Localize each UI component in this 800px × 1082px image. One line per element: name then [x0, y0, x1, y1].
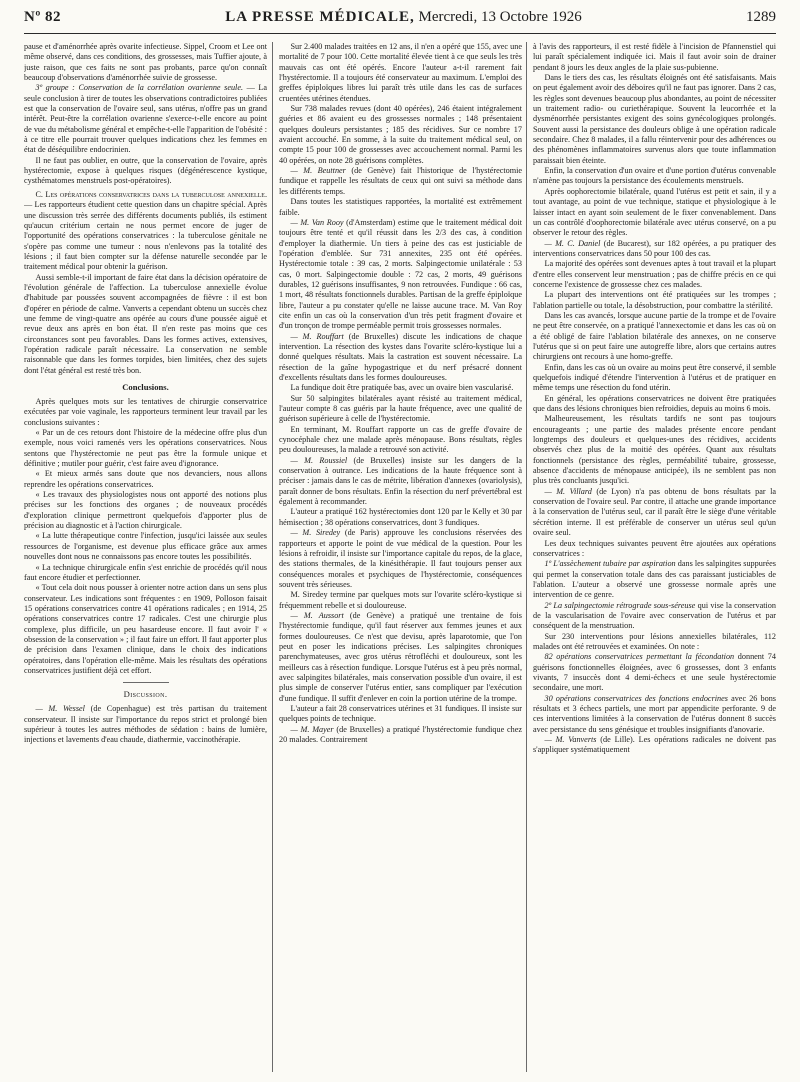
paragraph: « La lutte thérapeutique contre l'infection, jusqu'ici laissée aux seules ressources de l'organisme, est devenue plus efficace grâce aux armes nouvelles dont nous ne connaissons pas encore toutes les possibilités. — [24, 531, 267, 562]
paragraph-text: — La seule conclusion à tirer de toutes les observations contradictoires publiées est que la conservation de l'ovaire seul, sans utérus, n'offre pas un grand intérêt. Peut-être la corrélation ovarienne s'exerce-t-elle encore au point de vue du métabolisme général et empêche-t-elle l'apparition de l'obésité : à ce titre elle pourrait trouver quelques indications chez les femmes en état de déséquilibre endocrinien. — [24, 83, 267, 155]
technique-lead: 1º L'assèchement tubaire par aspiration — [544, 559, 676, 569]
paragraph — [533, 735, 776, 756]
paragraph: Sur 50 salpingites bilatérales ayant résisté au traitement médical, l'auteur compte 8 cas guéris par la haute fréquence, avec une qualité de guérison supérieure à celle de l'hystérectomie. — [279, 393, 522, 424]
speaker-name: — M. Mayer — [290, 724, 334, 734]
paragraph: Sur 230 interventions pour lésions annexielles bilatérales, 112 malades ont été retrouvées et examinées. On note : — [533, 631, 776, 651]
technique-lead: 2º La salpingectomie rétrograde sous-séreuse — [544, 600, 696, 610]
discussion-heading: Discussion. — [123, 689, 168, 700]
column-1 — [24, 42, 267, 1075]
speaker-name: — M. Vanverts — [544, 735, 597, 745]
paragraph: « Les travaux des physiologistes nous ont apporté des notions plus précises sur les fonctions des organes ; de nouveaux procédés d'exploration clinique permettront quelquefois d'apporter plus de précision au diagnostic et à l'action chirurgicale. — [24, 490, 267, 531]
paragraph: pause et d'aménorrhée après ovarite infectieuse. Sippel, Croom et Lee ont même observé, dans ces conditions, des grossesses, mais Tuffier ajoute, à juste raison, que ces faits ne sont pas probants, parce qu'on connaît beaucoup d'observations d'aménorrhée suivie de grossesse. — [24, 42, 267, 83]
column-rule-right — [526, 42, 527, 1072]
issue-date: Mercredi, 13 Octobre 1926 — [418, 9, 582, 25]
paragraph — [279, 332, 522, 384]
paragraph: Enfin, dans les cas où un ovaire au moins peut être conservé, il semble quelquefois indiqué d'étendre l'intervention à l'utérus et de pratiquer en même temps une résection du fond utérin. — [533, 362, 776, 393]
paragraph — [533, 601, 776, 632]
paragraph — [533, 239, 776, 260]
paragraph: Les deux techniques suivantes peuvent être ajoutées aux opérations conservatrices : — [533, 538, 776, 558]
paragraph — [533, 487, 776, 539]
speaker-name: — M. Siredey — [290, 528, 341, 538]
paragraph-text: (de Copenhague) est très partisan du traitement conservateur. Il insiste sur l'importance du repos strict et prolongé bien supérieur à toutes les autres méthodes de sédation : bains de lumière, injections et lavements d'eau chaude, diathermie, vaccinothérapie. — [24, 704, 267, 745]
paragraph: M. Siredey termine par quelques mots sur l'ovarite scléro-kystique si fréquemment rebelle et si douloureuse. — [279, 590, 522, 610]
paragraph: Après quelques mots sur les tentatives de chirurgie conservatrice exécutées par voie vaginale, les rapporteurs terminent leur travail par les conclusions suivantes : — [24, 397, 267, 427]
paragraph-text: dans les salpingites suppurées qui permet la conservation totale dans des cas paraissant justiciables de l'ablation. L'auteur a observé une grossesse normale après une intervention de ce genre. — [533, 559, 776, 600]
paragraph: L'auteur a fait 28 conservatrices utérines et 31 fundiques. Il insiste sur quelques points de technique. — [279, 704, 522, 724]
paragraph: Sur 738 malades revues (dont 40 opérées), 246 étaient intégralement guéries et 86 avaient eu des grossesses normales ; 148 présentaient quelques douleurs persistantes ; 185 des récidives. Sur ce nombre 17 avaient accouché. En somme, à la suite du traitement médical seul, on compte 15 pour 100 de grossesses avec accouchement normal. Parmi les 40 opérées, on note 28 guérisons complètes. — [279, 104, 522, 165]
paragraph: Malheureusement, les résultats tardifs ne sont pas toujours encourageants ; une partie des malades présente encore pendant longtemps des douleurs et quelques-unes des récidives, accidents observés chez plus de la moitié des opérées. Quant aux résultats fonctionnels (persistance des règles, perméabilité tubaire, grossesse, absence d'accidents de ménopause anticipée), ils ne semblent pas non plus très concluants jusqu'ici. — [533, 414, 776, 486]
column-2 — [279, 42, 522, 1075]
paragraph: Sur 2.400 malades traitées en 12 ans, il n'en a opéré que 155, avec une mortalité de 7 pour 100. Cette mortalité élevée tient à ce que seuls les très mauvais cas ont été opérés. Encore l'auteur a-t-il rarement fait l'hystérectomie. Il a toujours été conservateur au maximum. L'emploi des greffes épiploïques libres lui paraît très utile dans les cas de surfaces cruentées utérines étendues. — [279, 42, 522, 103]
paragraph-text: (de Genève) fait l'historique de l'hystérectomie fundique et rappelle les résultats de ceux qui ont suivi sa méthode dans les différents temps. — [279, 166, 522, 196]
paragraph: Il ne faut pas oublier, en outre, que la conservation de l'ovaire, après hystérectomie, expose à quelques risques (dégénérescence kystique, cysthématomes menstruels post-opératoires). — [24, 155, 267, 186]
conclusions-heading: Conclusions. — [122, 382, 169, 392]
speaker-name: — M. Rouffart — [290, 331, 344, 341]
speaker-name: — M. Villard — [544, 486, 592, 496]
paragraph-text: (de Bruxelles) insiste sur les dangers de la conservation à outrance. Les indications de la haute fréquence sont à préciser : jamais dans le cas de métrite, libération d'annexes (ovariolysis), paraît donner de bons résultats. Enfin la résection du nerf prévertébral est également à recommander. — [279, 455, 522, 507]
paragraph — [533, 652, 776, 693]
page-number: 1289 — [745, 9, 776, 25]
paragraph-text: (de Bruxelles) a pratiqué l'hystérectomie fundique chez 20 malades. Contrairement — [279, 724, 522, 745]
paragraph: Dans les cas avancés, lorsque aucune partie de la trompe et de l'ovaire ne peut être conservée, on a pratiqué l'annexectomie et dans les cas où on a été obligé de faire l'ablation bilatérale des annexes, on ne conserve l'utérus que si on peut faire une autogreffe libre, alors que certains autres chirurgiens ont recours à une homo-greffe. — [533, 310, 776, 362]
speaker-name: — M. Roussiel — [290, 455, 348, 465]
paragraph: Après oophorectomie bilatérale, quand l'utérus est petit et sain, il y a tout avantage, au point de vue technique, statique et physiologique à le laisser intact en ayant soin seulement de le fixer convenablement. Dans un cas contrôlé d'oophorectomie bilatérale avec utérus conservé, on a pu observer le retour des règles. — [533, 186, 776, 238]
paragraph: Enfin, la conservation d'un ovaire et d'une portion d'utérus convenable n'amène pas toujours la persistance des écoulements menstruels. — [533, 166, 776, 186]
issue-number: Nº 82 — [24, 9, 62, 25]
paragraph: Dans toutes les statistiques rapportées, la mortalité est extrêmement faible. — [279, 197, 522, 217]
paragraph: En général, les opérations conservatrices ne doivent être pratiquées que dans des lésions chroniques bien refroidies, depuis au moins 6 mois. — [533, 393, 776, 414]
paragraph — [24, 83, 267, 155]
journal-title-line — [225, 9, 582, 26]
paragraph — [279, 611, 522, 704]
paragraph: à l'avis des rapporteurs, il est resté fidèle à l'incision de Pfannenstiel qui lui paraît spécialement indiquée ici. Mais il faut avoir soin de drainer pendant 8 jours les deux angles de la plaie sus-pubienne. — [533, 42, 776, 72]
paragraph: « Tout cela doit nous pousser à orienter notre action dans un sens plus conservateur. Les indications sont fréquentes : en 1909, Polloson faisait 15 opérations conservatrices contre 41 opérations radicales ; en 1914, 25 opérations conservatrices contre 17 radicales. C'est une chirurgie plus complexe, plus difficile, un peu hasardeuse encore. Il faut avoir l' « obsession de la conservation » ; il faut faire un effort. Il faut apporter plus de précision dans l'examen clinique, dans le choix des indications opératoires, dans l'opération elle-même. Mais les résultats des opérations conservatrices justifient déjà cet effort. — [24, 583, 267, 675]
paragraph: La fundique doit être pratiquée bas, avec un ovaire bien vascularisé. — [290, 383, 514, 393]
section-divider — [123, 682, 169, 683]
speaker-name: — M. Aussort — [290, 610, 344, 620]
paragraph — [24, 704, 267, 745]
speaker-name: — M. Van Rooy — [290, 217, 344, 227]
paragraph-text: (de Genève) a pratiqué une trentaine de fois l'hystérectomie fundique, qu'il faut réserver aux femmes jeunes et aux formes douloureuses. Ce n'est que devisu, après laparotomie, que l'on peut en poser les indications précises. Les salpingites chroniques parenchymateuses, avec gros utérus rétrofléchi et douloureux, sont les meilleurs cas à résection fundique. Lorsque l'utérus est à peu près normal, avec salpingites bilatérales, mais conservation possible d'un ovaire, il est plus simple de conserver l'utérus entier, sans compliquer par l'exécution d'une fundique. Il suffit d'enlever en coin la portion utérine de la trompe. — [279, 610, 522, 703]
speaker-name: — M. Wessel — [35, 704, 85, 714]
paragraph — [533, 559, 776, 600]
column-3 — [533, 42, 776, 1075]
running-header — [24, 9, 776, 34]
paragraph: En terminant, M. Rouffart rapporte un cas de greffe d'ovaire de cynocéphale chez une malade après ménopause. Bons résultats, règles peu douloureuses, la malade a retrouvé son activité. — [279, 424, 522, 455]
paragraph: Aussi semble-t-il important de faire état dans la décision opératoire de l'évolution générale de l'affection. La tuberculose annexielle évolue d'habitude par poussées souvent accompagnées de fièvre : il est bon d'opérer en période de calme. Vanverts a cependant obtenu un succès chez une femme de vingt-quatre ans opérée au cours d'une poussée aiguë et revue deux ans après en bon état. Il n'en reste pas moins que ces circonstances sont peu favorables. Dans les formes actives, extensives, l'opération radicale paraît nécessaire. La conservation ne semble raisonnable que dans les formes torpides, bien limitées, chez des sujets dont l'état général est resté très bon. — [24, 272, 267, 375]
paragraph — [279, 528, 522, 590]
paragraph-text: — Les rapporteurs étudient cette question dans un chapitre spécial. Après une discussion très serrée des différents documents publiés, ils estiment qu'aucun critérium certain ne nous permet encore de juger de l'opportunité des opérations conservatrices : la tuberculose génitale ne s'opère pas comme une tumeur : nous n'enlevons pas la totalité des lésions ; il faut bien compter sur la défense naturelle secondée par le traitement médical pour obtenir la guérison. — [24, 200, 267, 272]
speaker-name: — M. Beuttner — [290, 166, 346, 176]
paragraph: « Et mieux armés sans doute que nos devanciers, nous allons reprendre les opérations conservatrices. — [24, 469, 267, 489]
paragraph-text: donnent 74 guérisons fonctionnelles éloignées, avec 6 grossesses, dont 3 enfants vivants, 7 insuccès dont 4 demi-échecs et une seule hystérectomie secondaire, une mort. — [533, 652, 776, 693]
result-lead: 82 opérations conservatrices permettant la fécondation — [544, 652, 735, 662]
paragraph-text: qui vise la conservation de la vascularisation de l'ovaire avec conservation de l'utérus et par conséquent de la menstruation. — [533, 600, 776, 631]
section-lead: 3º groupe : Conservation de la corrélation ovarienne seule. — [35, 83, 244, 93]
paragraph-text: (de Lyon) n'a pas obtenu de bons résultats par la conservation de l'ovaire seul. Par contre, il attache une grande importance à la conservation de l'utérus seul, car il paraît être le siège d'une véritable sécrétion interne. Il est préférable de conserver un utérus seul qu'un ovaire seul. — [533, 486, 776, 538]
paragraph: Dans le tiers des cas, les résultats éloignés ont été satisfaisants. Mais on peut également avoir des déboires qu'il ne faut pas ignorer. Dans 2 cas, les règles sont devenues beaucoup plus abondantes, au point de nécessiter un traitement radio- ou curiethérapique. Souvent la leucorrhée et la dysménorrhée persistantes exigent des soins gynécologiques prolongés. Souvent aussi la persistance des douleurs oblige à une opération radicale secondaire. Chez 8 malades, il a fallu réintervenir pour des adhérences ou des phénomènes inflammatoires survenus alors que toute inflammation paraissait bien éteinte. — [533, 73, 776, 165]
paragraph: « Par un de ces retours dont l'histoire de la médecine offre plus d'un exemple, nous voici ramenés vers les opérations conservatrices. Nous sentons que l'hystérectomie ne peut pas être la formule unique et définitive ; mutiler pour guérir, c'est faire aveu d'ignorance. — [24, 428, 267, 469]
paragraph — [279, 725, 522, 746]
paragraph — [279, 456, 522, 508]
column-rule-left — [272, 42, 273, 1072]
paragraph: La majorité des opérées sont devenues aptes à tout travail et la plupart d'entre elles conservent leur menstruation ; pas de chiffre précis en ce qui concerne l'existence de grossesse chez ces malades. — [533, 259, 776, 289]
paragraph-text: (d'Amsterdam) estime que le traitement médical doit toujours être tenté et qu'il réussit dans les 2/3 des cas, à condition d'employer la diathermie. Un tiers à peine des cas est justiciable de l'opération d'emblée. Sur 731 annexites, 235 ont été opérées. Hystérectomie totale : 39 cas, 2 morts. Salpingectomie unilatérale : 53 cas, 0 mort. Salpingectomie double : 72 cas, 2 morts, 49 guérisons durables, 12 guérisons insuffisantes, 9 non retrouvées. Fundique : 66 cas, 1 mort, 48 résultats fonctionnels durables. Partisan de la greffe épiploïque libre, l'auteur a pu constater qu'elle ne laisse aucune trace. M. Van Roy cite enfin un cas où la conservation d'un très petit fragment d'ovaire et d'un tronçon de trompe perméable permit trois grossesses normales. — [279, 217, 522, 331]
paragraph-text: (de Paris) approuve les conclusions réservées des rapporteurs et apporte le point de vue médical de la question. Pour les lésions à refroidir, il insiste sur l'importance capitale du repos, de la glace, des stations thermales, de la kinésithérapie. Il faut toujours penser aux conséquences morales et psychiques de l'hystérectomie, conséquences souvent très sérieuses. — [279, 528, 522, 589]
result-lead: 30 opérations conservatrices des fonctions endocrines — [544, 693, 728, 703]
paragraph: L'auteur a pratiqué 162 hystérectomies dont 120 par le Kelly et 30 par hémisection ; 38 opérations conservatrices, dont 3 fundiques. — [279, 507, 522, 527]
paragraph: « La technique chirurgicale enfin s'est enrichie de procédés qu'il nous faut encore étudier et perfectionner. — [24, 562, 267, 582]
paragraph-text: avec 26 bons résultats et 3 échecs partiels, une mort par appendicite perforante. 9 de ces interventions limitées à la conservation de l'utérus donnent 8 succès avec persistance du sens génésique et troubles insignifiants d'anovarie. — [533, 693, 776, 734]
paragraph — [279, 166, 522, 197]
paragraph-text: (de Bruxelles) discute les indications de chaque intervention. La résection des kystes dans l'ovarite scléro-kystique lui a donné quelques résultats. Mais la castration est souvent nécessaire. La résection de la gaîne hypogastrique et du nerf présacré donnent d'excellents résultats dans les formes douloureuses. — [279, 331, 522, 382]
speaker-name: — M. C. Daniel — [544, 238, 601, 248]
paragraph-text: (de Lille). Les opérations radicales ne doivent pas s'appliquer systématiquement — [533, 735, 776, 755]
paragraph — [279, 218, 522, 332]
paragraph: La plupart des interventions ont été pratiquées sur les trompes ; l'ablation partielle ou totale, la désobstruction, pour combattre la stérilité. — [533, 290, 776, 310]
paragraph-text: (de Bucarest), sur 182 opérées, a pu pratiquer des interventions conservatrices dans 50 pour 100 des cas. — [533, 238, 776, 258]
section-lead: C. Les opérations conservatrices dans la tuberculose annexielle. — [35, 189, 267, 199]
journal-title: LA PRESSE MÉDICALE, — [225, 9, 415, 25]
paragraph — [533, 694, 776, 735]
paragraph — [24, 190, 267, 273]
